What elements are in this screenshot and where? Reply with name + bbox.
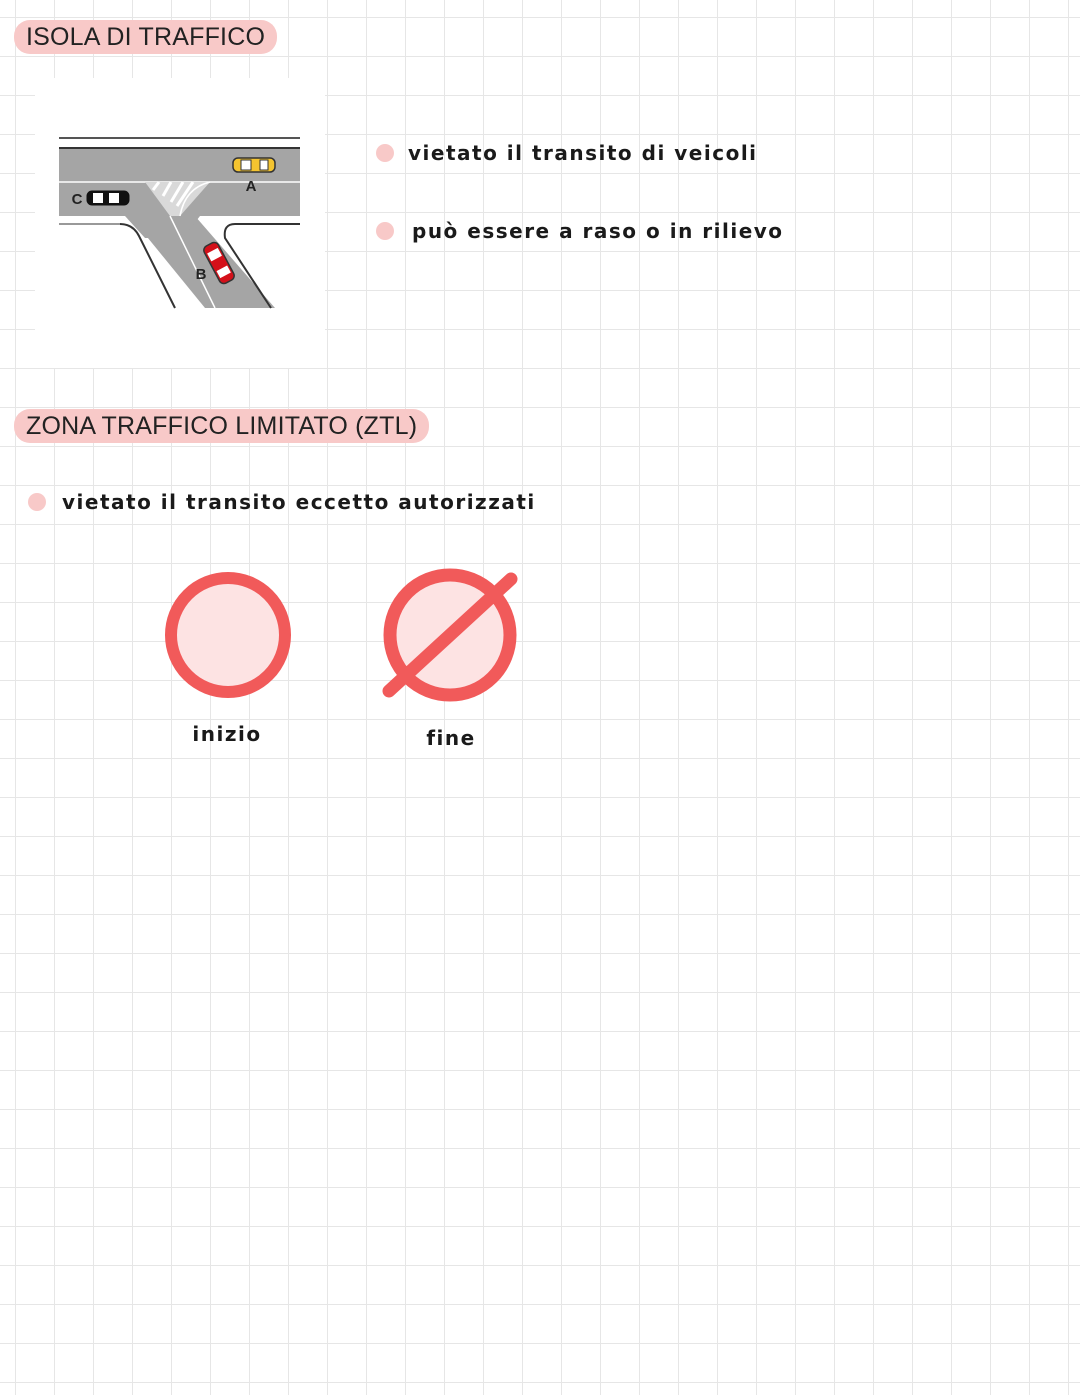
section-title-ztl: ZONA TRAFFICO LIMITATO (ZTL) xyxy=(14,409,429,443)
ztl-start-sign-icon xyxy=(163,570,293,700)
bullet-dot xyxy=(376,144,394,162)
bullet-text: può essere a raso o in rilievo xyxy=(412,219,784,243)
label-b: B xyxy=(195,266,207,283)
bullet-raised-or-flush xyxy=(376,219,784,243)
traffic-island-illustration xyxy=(35,78,325,368)
traffic-island-diagram xyxy=(35,78,325,368)
section-title-isola: ISOLA DI TRAFFICO xyxy=(14,20,277,54)
car-a-icon xyxy=(233,158,275,172)
caption-inizio: inizio xyxy=(192,722,262,746)
bullet-text: vietato il transito eccetto autorizzati xyxy=(62,490,536,514)
bullet-authorized-only xyxy=(28,490,536,514)
bullet-dot xyxy=(28,493,46,511)
label-a: A xyxy=(245,178,257,195)
bullet-text: vietato il transito di veicoli xyxy=(408,141,758,165)
label-c: C xyxy=(71,191,83,208)
car-c-icon xyxy=(87,191,129,205)
bullet-dot xyxy=(376,222,394,240)
caption-fine: fine xyxy=(426,726,476,750)
bullet-transit-forbidden xyxy=(376,141,758,165)
ztl-end-sign-icon xyxy=(377,565,527,705)
